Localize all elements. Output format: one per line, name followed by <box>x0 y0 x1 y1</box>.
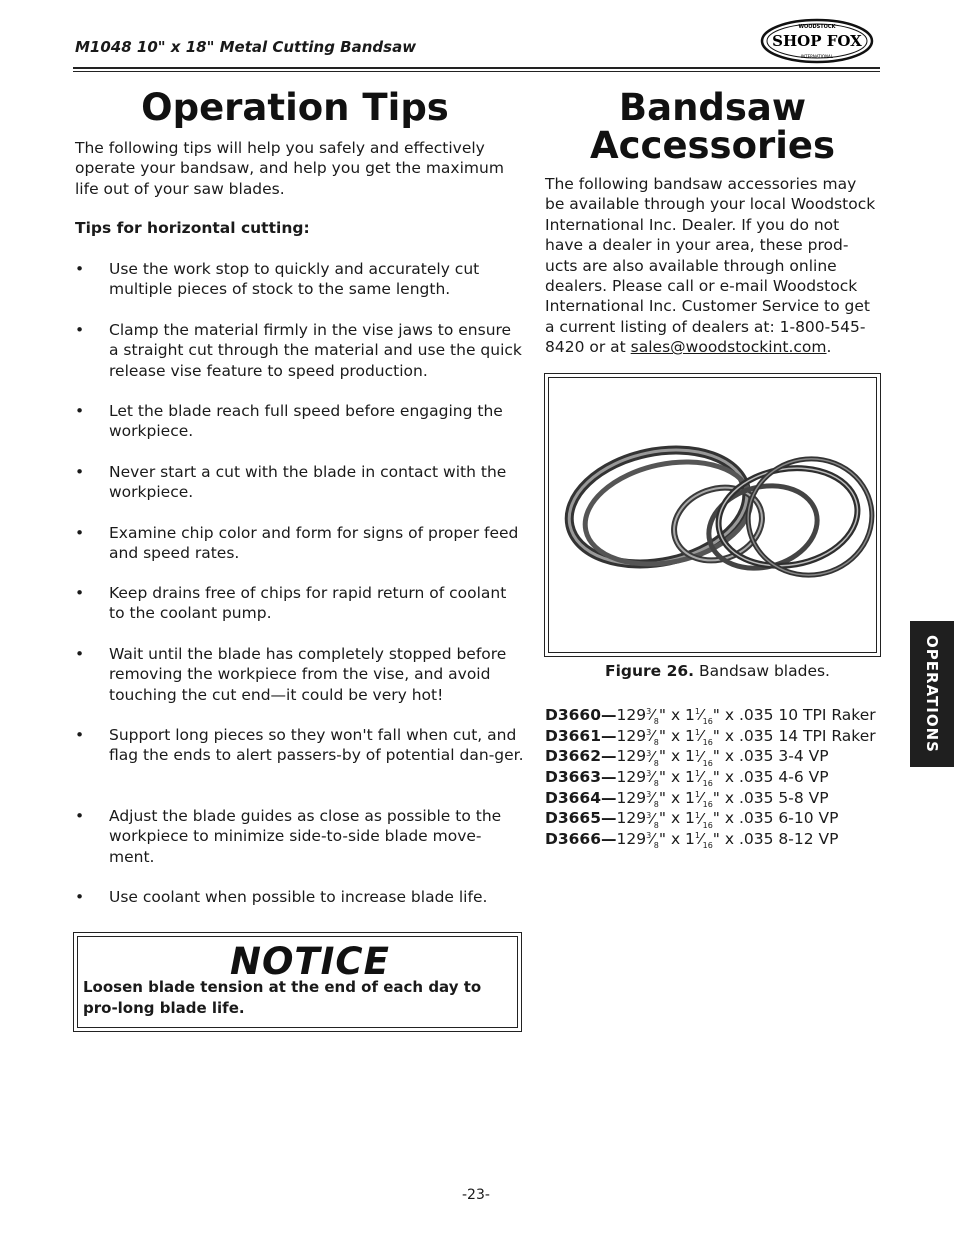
bullet-icon: • <box>75 584 85 602</box>
bullet-icon: • <box>75 321 85 339</box>
side-tab-label: OPERATIONS <box>923 635 941 753</box>
accessory-item: $D3660—129^3⁄_8$" x $1^1⁄_{16}$" x .035 10 TPI Raker <box>545 706 876 727</box>
operations-side-tab <box>910 621 954 767</box>
accessory-item: $D3663—129^3⁄_8$" x $1^1⁄_{16}$" x .035 4-6 VP <box>545 768 829 789</box>
bullet-icon: • <box>75 726 85 744</box>
bullet-icon: • <box>75 260 85 278</box>
bullet-icon: • <box>75 463 85 481</box>
header-rule-thick <box>73 67 880 69</box>
header-rule-thin <box>73 71 880 72</box>
accessories-intro: The following bandsaw accessories may be available through your local Woodstock International Inc. Dealer. If you do not have a dealer in your area, these prod-ucts are also available through online dealers. Please call or e-mail Woodstock International Inc. Customer Service to get a current listing of dealers at: 1-800-545-8420 or at sales@woodstockint.com. <box>545 175 876 357</box>
accessory-item: $D3666—129^3⁄_8$" x $1^1⁄_{16}$" x .035 8-12 VP <box>545 830 839 851</box>
tips-subheading: Tips for horizontal cutting: <box>75 219 310 237</box>
accessory-item: $D3662—129^3⁄_8$" x $1^1⁄_{16}$" x .035 3-4 VP <box>545 747 829 768</box>
accessory-item: $D3661—129^3⁄_8$" x $1^1⁄_{16}$" x .035 14 TPI Raker <box>545 726 876 747</box>
svg-text:SHOP FOX: SHOP FOX <box>772 32 862 50</box>
notice-title: NOTICE <box>230 940 390 983</box>
bullet-icon: • <box>75 888 85 906</box>
bandsaw-blades-image <box>548 377 879 655</box>
operation-tips-heading: Operation Tips <box>141 86 449 129</box>
figure-caption: Figure 26. Bandsaw blades. <box>605 662 830 680</box>
bullet-icon: • <box>75 645 85 663</box>
bullet-icon: • <box>75 807 85 825</box>
bandsaw-accessories-heading: Bandsaw Accessories <box>589 86 836 167</box>
svg-text:INTERNATIONAL: INTERNATIONAL <box>800 54 834 59</box>
email-link[interactable]: sales@woodstockint.com <box>630 338 827 357</box>
operation-tips-intro: The following tips will help you safely and effectively operate your bandsaw, and help you get the maximum life out of your saw blades. <box>75 139 504 198</box>
accessory-item: $D3665—129^3⁄_8$" x $1^1⁄_{16}$" x .035 6-10 VP <box>545 809 839 830</box>
svg-text:WOODSTOCK: WOODSTOCK <box>798 24 836 30</box>
page-number: -23- <box>462 1187 490 1203</box>
shop-fox-logo <box>760 18 874 64</box>
bullet-icon: • <box>75 402 85 420</box>
figure-box <box>544 373 881 657</box>
notice-box <box>73 932 522 1032</box>
accessory-list <box>545 702 885 851</box>
notice-text: Loosen blade tension at the end of each day to pro-long blade life. <box>83 978 482 1017</box>
bullet-icon: • <box>75 524 85 542</box>
manual-title: M1048 10" x 18" Metal Cutting Bandsaw <box>75 38 417 56</box>
accessory-item: $D3664—129^3⁄_8$" x $1^1⁄_{16}$" x .035 5-8 VP <box>545 788 829 809</box>
